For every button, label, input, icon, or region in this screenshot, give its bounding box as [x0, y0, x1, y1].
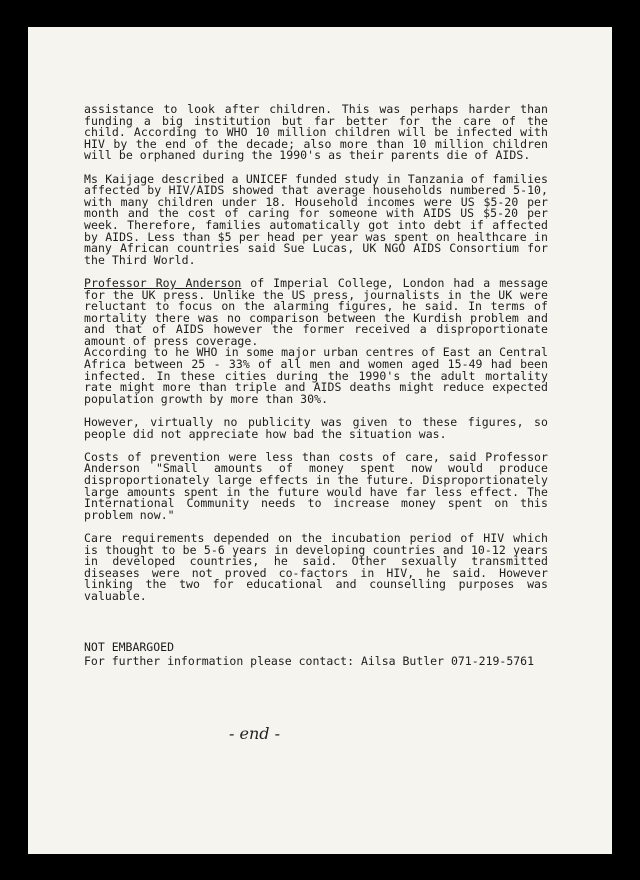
- paragraph-3-text: of Imperial College, London had a message for the UK press. Unlike the US press, journalists in the UK were reluctant to focus on the alarming figures, he said. In terms of mortality there was no comparison between the Kurdish problem and and that of AIDS however the former received a disproportionate amount of press coverage.: [84, 275, 549, 348]
- body-text: [84, 104, 548, 614]
- paragraph-7: Care requirements depended on the incubation period of HIV which is thought to be 5-6 years in developing countries and 10-12 years in developed countries, he said. Other sexually transmitted diseases were not proved co-factors in HIV, he said. However linking the two for educational and counselling purposes was valuable.: [84, 530, 548, 603]
- embargo-line: NOT EMBARGOED: [84, 640, 175, 654]
- end-mark: - end -: [229, 724, 280, 743]
- paragraph-5: However, virtually no publicity was given to these figures, so people did not appreciate how bad the situation was.: [84, 415, 548, 441]
- paragraph-6: Costs of prevention were less than costs of care, said Professor Anderson "Small amounts of money spent now would produce disproportionately large effects in the future. Disproportionately large amounts spent in the future would have far less effect. The International Community needs to increase money spent on this problem now.": [84, 449, 548, 522]
- paragraph-4: According to he WHO in some major urban centres of East an Central Africa between 25 - 33% of all men and women aged 15-49 had been infected. In these cities during the 1990's the adult mortality rate might more than triple and AIDS deaths might reduce expected population growth by more than 30%.: [84, 345, 548, 406]
- speaker-name: Professor Roy Anderson: [84, 275, 242, 290]
- footer: [84, 640, 564, 668]
- paragraph-1: assistance to look after children. This was perhaps harder than funding a big institution but far better for the care of the child. According to WHO 10 million children will be infected with HIV by the end of the decade; also more than 10 million children will be orphaned during the 1990's as their parents die of AIDS.: [84, 102, 548, 163]
- paragraph-2: Ms Kaijage described a UNICEF funded study in Tanzania of families affected by HIV/AIDS showed that average households numbered 5-10, with many children under 18. Household incomes were US $5-20 per month and the cost of caring for someone with AIDS US $5-20 per week. Therefore, families automatically got into debt if affected by AIDS. Less than $5 per head per year was spent on healthcare in many African countries said Sue Lucas, UK NGO AIDS Consortium for the Third World.: [84, 171, 548, 267]
- paragraph-3: [84, 275, 549, 348]
- contact-line: For further information please contact: Ailsa Butler 071-219-5761: [84, 654, 535, 668]
